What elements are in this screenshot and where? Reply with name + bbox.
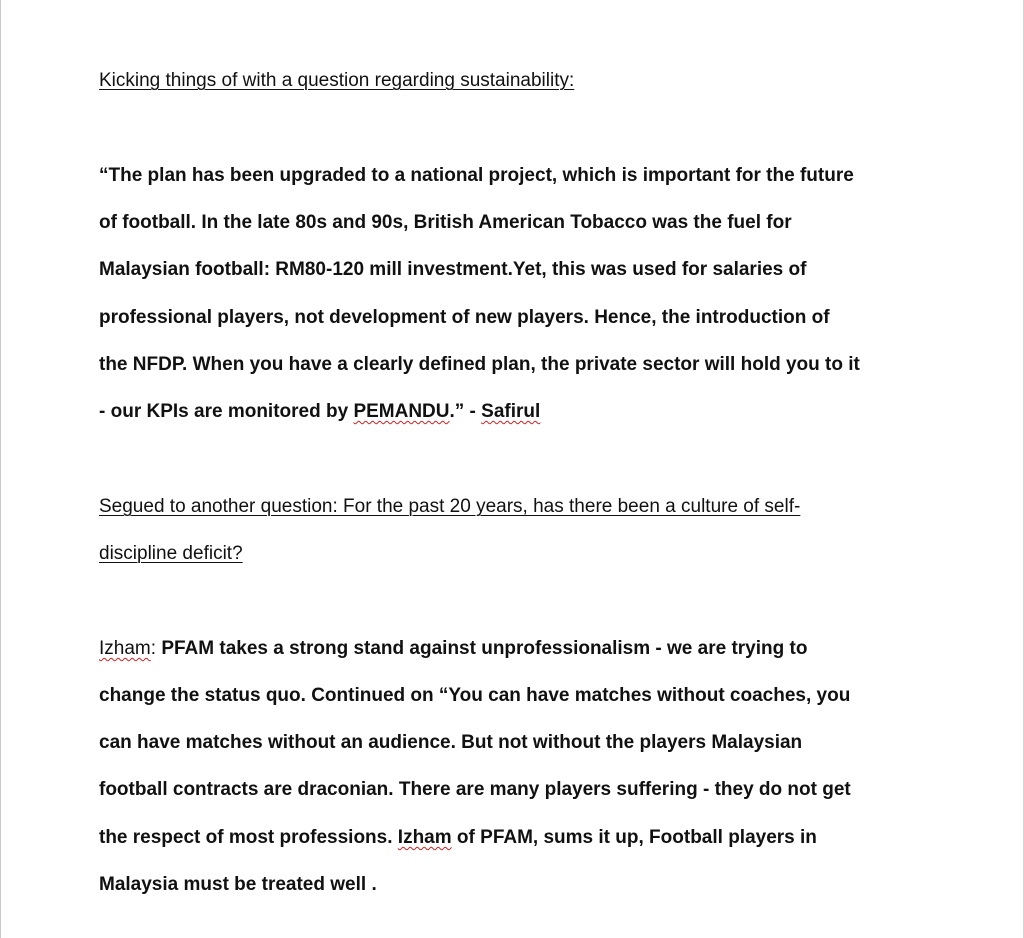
quote-line-4: professional players, not development of new players. Hence, the introduction of: [99, 307, 830, 328]
quote-line-5: the NFDP. When you have a clearly defined plan, the private sector will hold you to it: [99, 354, 860, 375]
heading-sustainability-question: Kicking things of with a question regarding sustainability:: [99, 70, 575, 91]
speaker-colon: :: [150, 638, 162, 659]
answer-line-1-rest: PFAM takes a strong stand against unprofessionalism - we are trying to: [161, 638, 808, 659]
heading-discipline-question-line-2: discipline deficit?: [99, 543, 243, 564]
pemandu-word: PEMANDU: [353, 401, 450, 422]
quote-line-6-middle: .” -: [449, 401, 482, 422]
answer-line-4: football contracts are draconian. There are many players suffering - they do not get: [99, 779, 851, 800]
answer-line-5: [99, 826, 817, 850]
answer-line-5-rest: of PFAM, sums it up, Football players in: [451, 827, 817, 848]
quote-line-6-prefix: - our KPIs are monitored by: [99, 401, 354, 422]
quote-line-2: of football. In the late 80s and 90s, British American Tobacco was the fuel for: [99, 212, 792, 233]
quote-line-6: [99, 400, 540, 424]
answer-line-5-prefix: the respect of most professions.: [99, 827, 398, 848]
answer-line-1: [99, 637, 807, 661]
answer-line-2: change the status quo. Continued on “You can have matches without coaches, you: [99, 685, 851, 706]
heading-discipline-question-line-1: Segued to another question: For the past 20 years, has there been a culture of self-: [99, 496, 801, 517]
izham-word: Izham: [397, 827, 452, 848]
quote-line-3: Malaysian football: RM80-120 mill investment.Yet, this was used for salaries of: [99, 259, 807, 280]
answer-line-6: Malaysia must be treated well .: [99, 874, 377, 895]
quote-line-1: “The plan has been upgraded to a national project, which is important for the future: [99, 165, 854, 186]
answer-line-3: can have matches without an audience. But not without the players Malaysian: [99, 732, 803, 753]
speaker-name: Izham: [99, 638, 151, 659]
safirul-word: Safirul: [481, 401, 541, 422]
